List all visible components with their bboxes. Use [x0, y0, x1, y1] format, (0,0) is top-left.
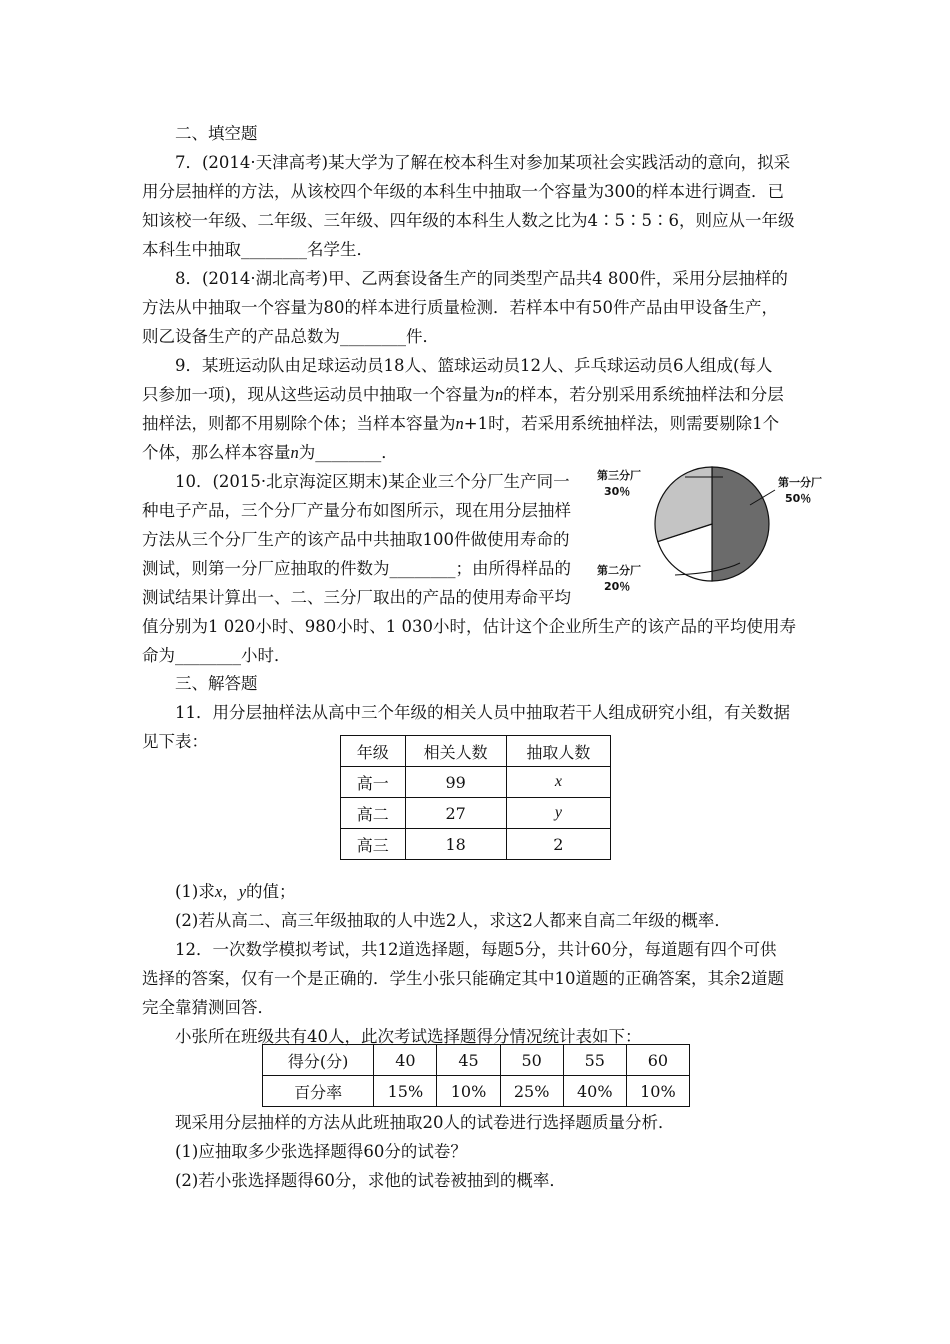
- q7-line-3: 知该校一年级、二年级、三年级、四年级的本科生人数之比为4∶5∶5∶6，则应从一年级: [142, 211, 795, 230]
- q12-line-3: 完全靠猜测回答．: [142, 998, 274, 1017]
- q10-line-1: 10．(2015·北京海淀区期末)某企业三个分厂生产同一: [175, 472, 570, 491]
- table-header-row: [341, 736, 611, 767]
- q9-line-4: 个体，那么样本容量n为________．: [142, 443, 398, 462]
- table-cell: 15%: [374, 1076, 437, 1107]
- table-row: [263, 1076, 690, 1107]
- q12-part-2: (2)若小张选择题得60分，求他的试卷被抽到的概率．: [175, 1171, 566, 1190]
- table-header-cell: 相关人数: [405, 736, 506, 767]
- q12-line-2: 选择的答案，仅有一个是正确的．学生小张只能确定其中10道题的正确答案，其余2道题: [142, 969, 784, 988]
- table-cell: x: [506, 767, 610, 798]
- table-cell: 25%: [500, 1076, 563, 1107]
- table-row: [341, 798, 611, 829]
- table-cell: 高一: [341, 767, 406, 798]
- table-cell: 27: [405, 798, 506, 829]
- q12-part-1: (1)应抽取多少张选择题得60分的试卷？: [175, 1142, 467, 1161]
- table-row: [341, 767, 611, 798]
- pie-value-factory-2: 20％: [604, 580, 631, 593]
- table-cell: 45: [437, 1045, 500, 1076]
- q10-line-4: 测试，则第一分厂应抽取的件数为________；由所得样品的: [142, 559, 571, 578]
- table-cell: 18: [405, 829, 506, 860]
- q11-part-1: (1)求x，y的值；: [175, 882, 296, 901]
- q10-line-6: 值分别为1 020小时、980小时、1 030小时，估计这个企业所生产的该产品的平均使用寿: [142, 617, 796, 636]
- table-header-cell: 年级: [341, 736, 406, 767]
- q7-line-2: 用分层抽样的方法，从该校四个年级的本科生中抽取一个容量为300的样本进行调查．已: [142, 182, 784, 201]
- table-cell: 10%: [437, 1076, 500, 1107]
- q12-line-5: 现采用分层抽样的方法从此班抽取20人的试卷进行选择题质量分析．: [175, 1113, 675, 1132]
- q12-score-table: [262, 1044, 690, 1107]
- q7-line-1: 7．(2014·天津高考)某大学为了解在校本科生对参加某项社会实践活动的意向，拟采: [175, 153, 791, 172]
- pie-label-factory-2: 第二分厂: [597, 564, 641, 577]
- q10-line-2: 种电子产品，三个分厂产量分布如图所示，现在用分层抽样: [142, 501, 571, 520]
- table-cell: 40: [374, 1045, 437, 1076]
- table-cell: y: [506, 798, 610, 829]
- table-cell: 40%: [563, 1076, 626, 1107]
- table-cell: 10%: [626, 1076, 689, 1107]
- pie-label-factory-3: 第三分厂: [597, 469, 641, 482]
- section-heading-solutions: 三、解答题: [175, 674, 258, 693]
- table-cell: 高二: [341, 798, 406, 829]
- q11-table: [340, 735, 611, 860]
- table-row: [341, 829, 611, 860]
- table-cell: 55: [563, 1045, 626, 1076]
- table-cell: 百分率: [263, 1076, 374, 1107]
- q12-line-1: 12．一次数学模拟考试，共12道选择题，每题5分，共计60分，每道题有四个可供: [175, 940, 777, 959]
- table-cell: 99: [405, 767, 506, 798]
- q8-line-1: 8．(2014·湖北高考)甲、乙两套设备生产的同类型产品共4 800件，采用分层抽样的: [175, 269, 788, 288]
- q9-line-1: 9．某班运动队由足球运动员18人、篮球运动员12人、乒乓球运动员6人组成(每人: [175, 356, 773, 375]
- q10-line-3: 方法从三个分厂生产的该产品中共抽取100件做使用寿命的: [142, 530, 570, 549]
- pie-value-factory-3: 30％: [604, 485, 631, 498]
- q8-line-3: 则乙设备生产的产品总数为________件．: [142, 327, 439, 346]
- q11-line-1: 11．用分层抽样法从高中三个年级的相关人员中抽取若干人组成研究小组，有关数据: [175, 703, 790, 722]
- q11-part-2: (2)若从高二、高三年级抽取的人中选2人，求这2人都来自高二年级的概率．: [175, 911, 731, 930]
- table-cell: 60: [626, 1045, 689, 1076]
- pie-label-factory-1: 第一分厂: [778, 476, 822, 489]
- table-row: [263, 1045, 690, 1076]
- table-cell: 50: [500, 1045, 563, 1076]
- q8-line-2: 方法从中抽取一个容量为80的样本进行质量检测．若样本中有50件产品由甲设备生产，: [142, 298, 778, 317]
- pie-value-factory-1: 50％: [785, 492, 812, 505]
- table-cell: 高三: [341, 829, 406, 860]
- pie-slice-factory-1: [712, 467, 769, 581]
- table-cell: 2: [506, 829, 610, 860]
- q11-line-2: 见下表：: [142, 732, 208, 751]
- q9-line-2: 只参加一项)，现从这些运动员中抽取一个容量为n的样本，若分别采用系统抽样法和分层: [142, 385, 784, 404]
- table-cell: 得分(分): [263, 1045, 374, 1076]
- q7-line-4: 本科生中抽取________名学生．: [142, 240, 373, 259]
- q9-line-3: 抽样法，则都不用剔除个体；当样本容量为n+1时，若采用系统抽样法，则需要剔除1个: [142, 414, 780, 433]
- q12-line-4: 小张所在班级共有40人，此次考试选择题得分情况统计表如下：: [175, 1027, 642, 1046]
- table-header-cell: 抽取人数: [506, 736, 610, 767]
- q10-line-7: 命为________小时．: [142, 646, 291, 665]
- q10-line-5: 测试结果计算出一、二、三分厂取出的产品的使用寿命平均: [142, 588, 571, 607]
- section-heading-fill-in: 二、填空题: [175, 124, 258, 143]
